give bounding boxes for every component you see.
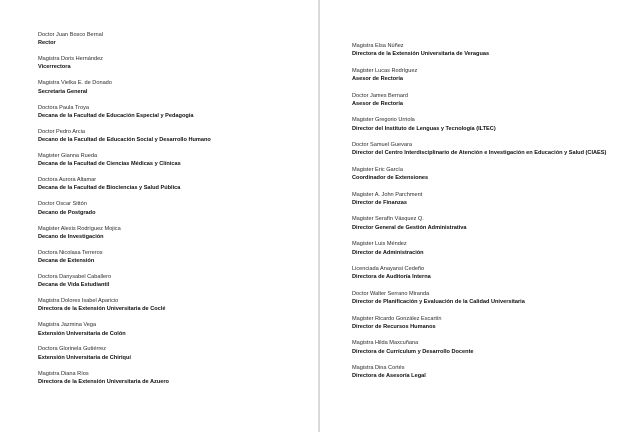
directory-entry <box>38 321 211 338</box>
person-name: Doctor Walter Serrano Miranda <box>352 290 430 297</box>
position-title: Decano de Investigación <box>38 233 104 240</box>
person-name: Magistra Dina Cortés <box>352 365 405 372</box>
position-title: Asesor de Rectoría <box>352 100 403 107</box>
position-title: Directora de la Extensión Universitaria de Coclé <box>38 306 166 313</box>
person-name: Doctor Pedro Arcia <box>38 128 85 135</box>
person-name: Magistra Vielka E. de Donado <box>38 80 112 87</box>
directory-entry <box>352 290 606 307</box>
directory-entry <box>38 31 211 48</box>
directory-entry <box>352 92 606 109</box>
position-title: Directora de Currículum y Desarrollo Docente <box>352 348 474 355</box>
person-name: Doctor Samuel Guevara <box>352 142 413 149</box>
person-name: Magistra Doris Hernández <box>38 56 103 63</box>
position-title: Director de Recursos Humanos <box>352 323 436 330</box>
position-title: Secretaria General <box>38 88 88 95</box>
directory-entry <box>352 42 606 59</box>
directory-entry <box>38 370 211 387</box>
position-title: Coordinador de Extensiones <box>352 175 429 182</box>
position-title: Decano de Postgrado <box>38 209 96 216</box>
person-name: Doctora Nicolasa Terreros <box>38 249 103 256</box>
position-title: Asesor de Rectoría <box>352 76 403 83</box>
position-title: Decano de la Facultad de Educación Social y Desarrollo Humano <box>38 137 211 144</box>
person-name: Doctora Danysabel Caballero <box>38 273 112 280</box>
person-name: Magister Lucas Rodríguez <box>352 67 418 74</box>
position-title: Rector <box>38 40 56 47</box>
directory-entry <box>352 364 606 381</box>
person-name: Magister Alexis Rodríguez Mojica <box>38 225 121 232</box>
position-title: Director General de Gestión Administrativa <box>352 224 467 231</box>
directory-entry <box>38 79 211 96</box>
position-title: Extensión Universitaria de Chiriquí <box>38 354 131 361</box>
person-name: Licenciada Anayansi Cedeño <box>352 266 425 273</box>
person-name: Magister Eric García <box>352 166 403 173</box>
position-title: Director del Instituto de Lenguas y Tecnología (ILTEC) <box>352 125 496 132</box>
directory-entry <box>352 265 606 282</box>
person-name: Magister Luis Méndez <box>352 241 407 248</box>
position-title: Directora de la Extensión Universitaria de Veraguas <box>352 51 490 58</box>
directory-entry <box>38 297 211 314</box>
right-page <box>320 0 638 432</box>
position-title: Director de Planificación y Evaluación de la Calidad Universitaria <box>352 299 525 306</box>
position-title: Extensión Universitaria de Colón <box>38 330 126 337</box>
directory-entry <box>352 67 606 84</box>
position-title: Director de Finanzas <box>352 199 408 206</box>
person-name: Doctor Juan Bosco Bernal <box>38 32 103 38</box>
directory-entry <box>352 116 606 133</box>
person-name: Magistra Dolores Isabel Aparicio <box>38 298 119 305</box>
position-title: Directora de Auditoría Interna <box>352 274 431 281</box>
directory-entry <box>38 225 211 242</box>
directory-entry <box>38 273 211 290</box>
directory-entry <box>38 104 211 121</box>
left-directory-list <box>38 31 211 394</box>
position-title: Decana de la Facultad de Educación Especial y Pedagogía <box>38 112 194 119</box>
directory-entry <box>38 55 211 72</box>
person-name: Magister Gianna Rueda <box>38 152 98 159</box>
directory-entry <box>38 128 211 145</box>
left-page <box>0 0 318 432</box>
position-title: Directora de la Extensión Universitaria de Azuero <box>38 378 169 385</box>
directory-entry <box>38 176 211 193</box>
directory-entry <box>352 141 606 158</box>
position-title: Director de Administración <box>352 249 424 256</box>
directory-entry <box>352 339 606 356</box>
directory-entry <box>352 215 606 232</box>
person-name: Doctor Oscar Sittón <box>38 201 87 208</box>
directory-entry <box>352 191 606 208</box>
position-title: Decana de Extensión <box>38 257 95 264</box>
person-name: Magistra Elsa Núñez <box>352 43 404 49</box>
person-name: Doctora Paula Troya <box>38 104 89 111</box>
position-title: Vicerrectora <box>38 64 71 71</box>
directory-entry <box>352 166 606 183</box>
right-directory-list <box>352 42 606 389</box>
directory-entry <box>38 345 211 362</box>
position-title: Decana de Vida Estudiantil <box>38 282 110 289</box>
person-name: Magistra Hilda Maxcuñana <box>352 340 419 347</box>
directory-entry <box>38 249 211 266</box>
directory-entry <box>352 315 606 332</box>
position-title: Decana de la Facultad de Ciencias Médicas y Clínicas <box>38 161 181 168</box>
person-name: Doctora Aurora Altamar <box>38 177 97 184</box>
person-name: Magister Gregorio Urriola <box>352 117 415 124</box>
position-title: Director del Centro Interdisciplinario de Atención e Investigación en Educación y Salud (CIAES) <box>352 150 607 157</box>
directory-entry <box>38 152 211 169</box>
position-title: Decana de la Facultad de Biociencias y Salud Pública <box>38 185 181 192</box>
person-name: Doctor James Bernard <box>352 92 408 99</box>
person-name: Magister A. John Parchment <box>352 191 423 198</box>
person-name: Magistra Diana Ríos <box>38 370 89 377</box>
person-name: Magister Serafín Vásquez Q. <box>352 216 424 223</box>
person-name: Magister Ricardo González Escartín <box>352 315 442 322</box>
person-name: Doctora Glorinela Gutiérrez <box>38 346 107 353</box>
person-name: Magistra Jazmina Vega <box>38 322 97 329</box>
directory-entry <box>38 200 211 217</box>
directory-entry <box>352 240 606 257</box>
position-title: Directora de Asesoría Legal <box>352 373 426 380</box>
